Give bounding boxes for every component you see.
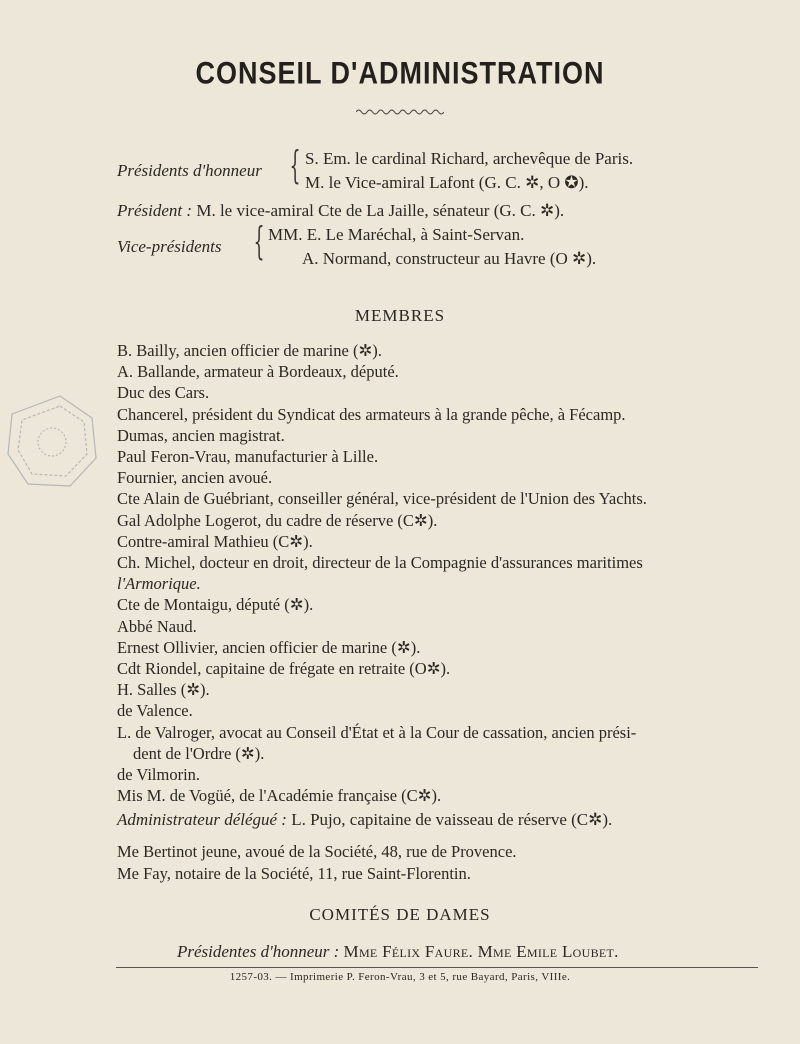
honor-presidents-label: Présidents d'honneur [117, 161, 262, 180]
member-item: B. Bailly, ancien officier de marine (✲). [117, 341, 382, 360]
member-item: de Valence. [117, 701, 193, 721]
president-label: Président : [117, 201, 193, 220]
member-item: Fournier, ancien avoué. [117, 468, 273, 488]
page-title: CONSEIL D'ADMINISTRATION [195, 55, 605, 91]
ladies-heading: COMITÉS DE DAMES [309, 905, 491, 925]
honor-president-1: S. Em. le cardinal Richard, archevêque de Paris. [305, 149, 634, 168]
vice-president-2: A. Normand, constructeur au Havre (O ✲). [302, 249, 597, 268]
member-item-continued: dent de l'Ordre (✲). [133, 743, 265, 763]
title-ornament [356, 108, 444, 116]
member-item: Ch. Michel, docteur en droit, directeur de la Compagnie d'assurances maritimes [117, 553, 643, 572]
officer-item: Me Bertinot jeune, avoué de la Société, 48, rue de Provence. [117, 842, 517, 862]
footer-rule [116, 967, 758, 968]
member-item: Cte Alain de Guébriant, conseiller général, vice-président de l'Union des Yachts. [117, 489, 647, 509]
ladies-line [177, 941, 619, 963]
vice-president-1: MM. E. Le Maréchal, à Saint-Servan. [268, 225, 525, 244]
printer-line: 1257-03. — Imprimerie P. Feron-Vrau, 3 et 5, rue Bayard, Paris, VIIIe. [229, 971, 571, 984]
delegate-label: Administrateur délégué : [117, 810, 287, 830]
member-item: L. de Valroger, avocat au Conseil d'État et à la Cour de cassation, ancien prési- [117, 722, 637, 742]
member-item: Dumas, ancien magistrat. [117, 425, 285, 445]
brace-vice: { [253, 219, 265, 263]
member-item: Gal Adolphe Logerot, du cadre de réserve (C✲). [117, 510, 438, 530]
delegate-line [117, 809, 612, 831]
members-heading: MEMBRES [354, 306, 446, 325]
member-item: Abbé Naud. [117, 616, 197, 636]
library-stamp-icon [0, 388, 106, 494]
ladies-label: Présidentes d'honneur : [177, 942, 340, 962]
brace-honor: { [289, 143, 301, 187]
ladies-text: Mme Félix Faure. Mme Emile Loubet. [343, 942, 619, 962]
member-item: Mis M. de Vogüé, de l'Académie française (C✲). [117, 786, 442, 806]
member-item: Ernest Ollivier, ancien officier de marine (✲). [117, 637, 421, 657]
member-item: Duc des Cars. [117, 383, 210, 403]
member-item: Cte de Montaigu, député (✲). [117, 595, 314, 615]
delegate-text: L. Pujo, capitaine de vaisseau de réserve (C✲). [291, 810, 613, 830]
member-item: de Vilmorin. [117, 765, 201, 784]
officer-item: Me Fay, notaire de la Société, 11, rue Saint-Florentin. [117, 864, 471, 884]
president-line [117, 200, 564, 222]
member-item: Paul Feron-Vrau, manufacturier à Lille. [117, 447, 379, 466]
honor-president-2: M. le Vice-amiral Lafont (G. C. ✲, O ✪). [305, 173, 589, 192]
member-item: Cdt Riondel, capitaine de frégate en retraite (O✲). [117, 659, 451, 678]
member-item: H. Salles (✲). [117, 680, 210, 700]
member-item: Chancerel, président du Syndicat des armateurs à la grande pêche, à Fécamp. [117, 404, 626, 424]
president-text: M. le vice-amiral Cte de La Jaille, sénateur (G. C. ✲). [196, 201, 565, 220]
member-item: Contre-amiral Mathieu (C✲). [117, 531, 313, 551]
vice-presidents-label: Vice-présidents [117, 237, 222, 256]
member-item: A. Ballande, armateur à Bordeaux, député. [117, 362, 399, 382]
member-item-continued: l'Armorique. [117, 574, 201, 594]
